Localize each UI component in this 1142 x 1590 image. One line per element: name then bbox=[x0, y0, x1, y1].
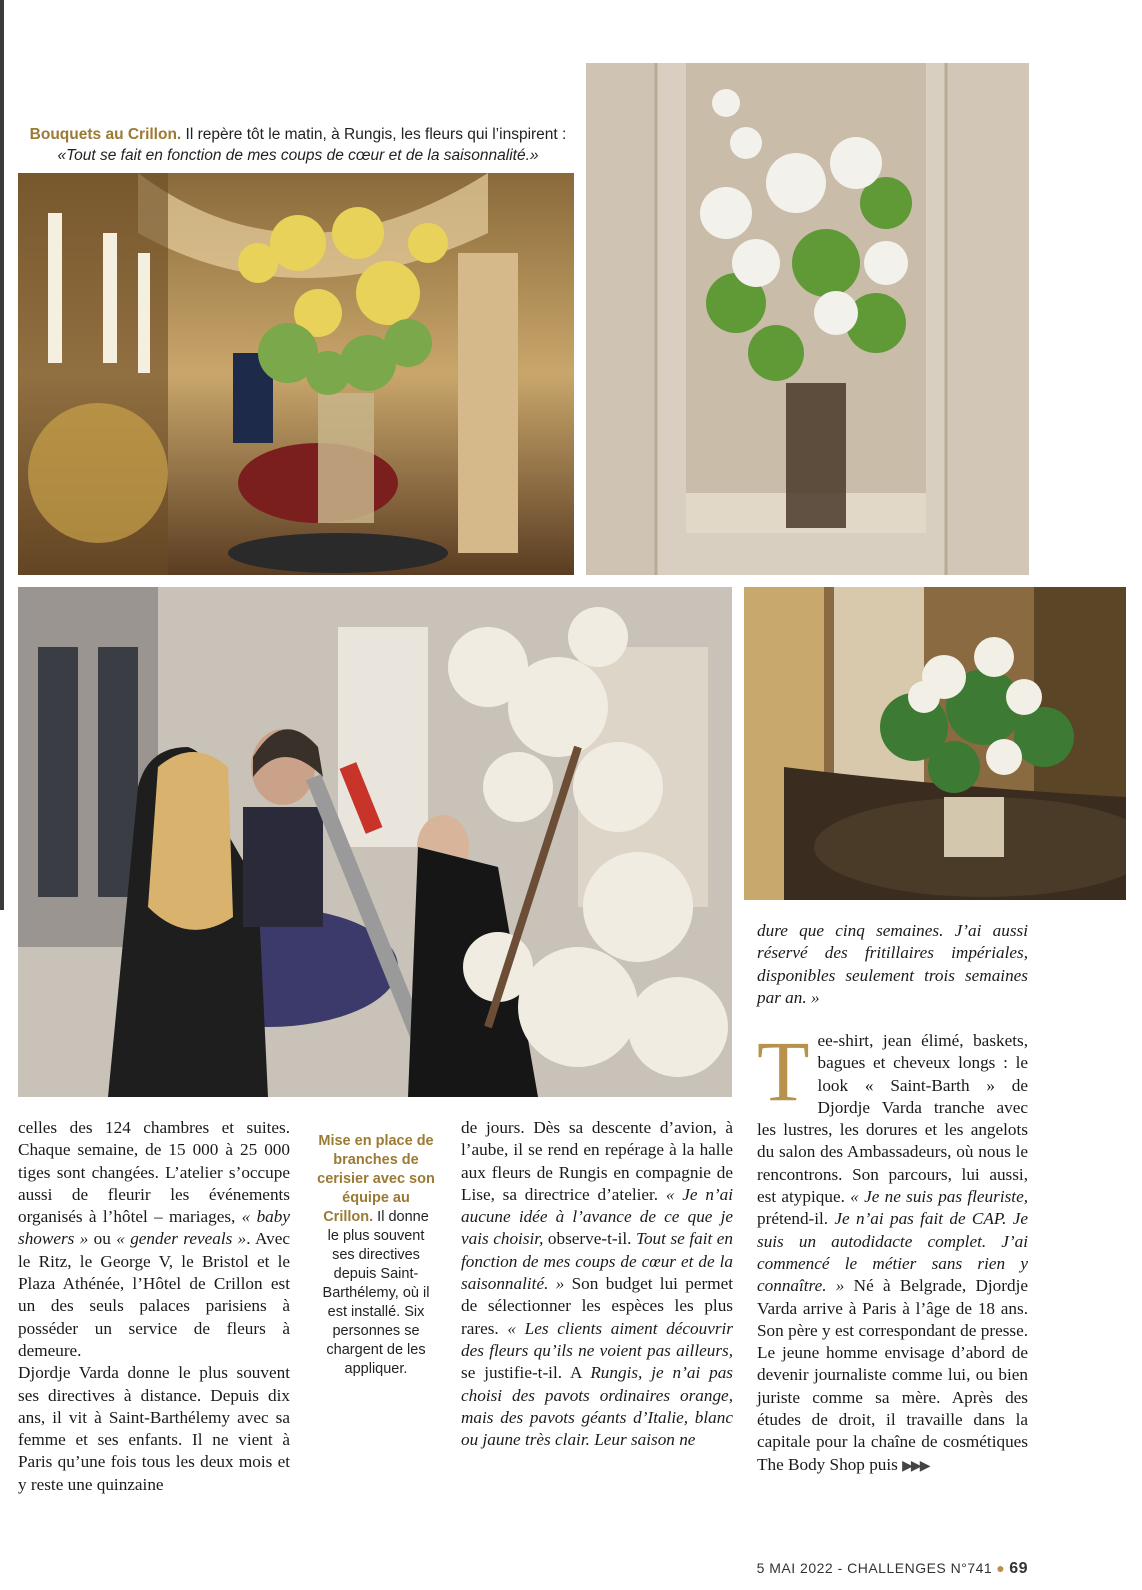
article-column-3-top bbox=[757, 920, 1028, 1009]
column2-paragraph bbox=[461, 1117, 733, 1451]
col3-em-2: Je n’ai pas fait de CAP. Je suis un autodidacte complet. J’ai commencé le métier sans rien y connaître. » bbox=[757, 1209, 1029, 1296]
col3-em-1: « Je ne suis pas fleuriste, bbox=[850, 1187, 1028, 1207]
page-number: 69 bbox=[1009, 1560, 1028, 1577]
article-column-2 bbox=[461, 1117, 733, 1451]
article-column-1 bbox=[18, 1117, 290, 1496]
team-cherry-branches-photo bbox=[18, 587, 732, 1097]
article-column-3 bbox=[757, 1023, 1029, 1477]
col2-text-1: de jours. Dès sa descente d’avion, à l’aube, il se rend en repérage à la halle aux fleurs de Rungis en compagnie de Lise, sa directrice d’atelier. bbox=[461, 1118, 733, 1204]
caption-text: Il repère tôt le matin, à Rungis, les fleurs qui l’inspirent : bbox=[181, 126, 567, 143]
col1-text-2: ou bbox=[88, 1229, 117, 1249]
salon-bouquet-photo bbox=[744, 587, 1126, 900]
page-edge-bar bbox=[0, 0, 4, 910]
col3-top-quote: dure que cinq semaines. J’ai aussi réservé des fritillaires impériales, disponibles seulement trois semaines par an. » bbox=[757, 921, 1028, 1007]
photo-caption-side bbox=[316, 1132, 436, 1379]
niche-bouquet-photo bbox=[586, 63, 1029, 575]
col2-em-4: Rungis, je n’ai pas choisi des pavots ordinaires orange, mais des pavots géants d’Italie, blanc ou jaune très clair. Leur saison ne bbox=[461, 1363, 733, 1450]
side-caption-lead: Mise en place de branches de cerisier avec son équipe au Crillon. bbox=[317, 1133, 435, 1225]
col2-text-2: observe-t-il. bbox=[543, 1229, 636, 1249]
col3-text-1: ee-shirt, jean élimé, baskets, bagues et cheveux longs : le look « Saint-Barth » de Djordje Varda tranche avec les lustres, les dorures et les angelots du salon des Ambassadeurs, où nous le rencontrons. Son parcours, lui aussi, est atypique. bbox=[757, 1031, 1028, 1207]
caption-lead: Bouquets au Crillon. bbox=[29, 126, 182, 143]
continue-arrows-icon: ▶▶▶ bbox=[902, 1457, 929, 1474]
lobby-bouquet-photo bbox=[18, 173, 574, 575]
col1-text-1: celles des 124 chambres et suites. Chaque semaine, de 15 000 à 25 000 tiges sont changées. L’atelier s’occupe aussi de fleurir les événements organisés à l’hôtel – mariages, bbox=[18, 1118, 290, 1227]
footer-issue: 5 MAI 2022 - CHALLENGES N°741 bbox=[756, 1560, 993, 1576]
col3-text-3: Né à Belgrade, Djordje Varda arrive à Paris à l’âge de 18 ans. Son père y est correspondant de presse. Le jeune homme envisage d’abord de devenir journaliste comme lui, ou bien juriste comme sa mère. Après des études de droit, il travaille dans la capitale pour la chaîne de cosmétiques The Body Shop puis bbox=[757, 1276, 1028, 1474]
col2-text-3: Son budget lui permet de sélectionner les espèces les plus rares. bbox=[461, 1274, 733, 1338]
column3-paragraph bbox=[757, 1023, 1029, 1477]
col2-em-2: Tout se fait en fonction de mes coups de cœur et de la saisonnalité. » bbox=[461, 1229, 734, 1294]
page-footer bbox=[757, 1560, 1028, 1578]
col2-text-4: se justifie-t-il. A bbox=[461, 1363, 591, 1383]
drop-cap: T bbox=[757, 1023, 810, 1119]
col1-text-3: . Avec le Ritz, le George V, le Bristol et le Plaza Athénée, l’Hôtel de Crillon est un des seuls palaces parisiens à posséder un service de fleurs à demeure. bbox=[18, 1229, 290, 1360]
col2-em-1: « Je n’ai aucune idée à l’avance de ce que je vais choisir, bbox=[461, 1184, 734, 1249]
col2-em-3: « Les clients aiment découvrir des fleurs qu’ils ne voient pas ailleurs, bbox=[461, 1318, 733, 1360]
col3-text-2: prétend-il. bbox=[757, 1209, 835, 1229]
column1-paragraph-2: Djordje Varda donne le plus souvent ses directives à distance. Depuis dix ans, il vit à Saint-Barthélemy avec sa femme et ses enfants. Il ne vient à Paris qu’une fois tous les deux mois et y reste une quinzaine bbox=[18, 1363, 290, 1494]
col1-em-1: « baby showers » bbox=[18, 1207, 290, 1249]
photo-caption-top bbox=[18, 124, 578, 166]
side-caption-text: Il donne le plus souvent ses directives depuis Saint-Barthélemy, où il est installé. Six personnes se chargent de les appliquer. bbox=[322, 1209, 430, 1377]
column1-paragraph-1 bbox=[18, 1117, 290, 1362]
footer-dot-icon: ● bbox=[996, 1560, 1006, 1576]
caption-quote: «Tout se fait en fonction de mes coups de cœur et de la saisonnalité.» bbox=[57, 147, 539, 164]
col1-em-2: « gender reveals » bbox=[116, 1229, 247, 1249]
